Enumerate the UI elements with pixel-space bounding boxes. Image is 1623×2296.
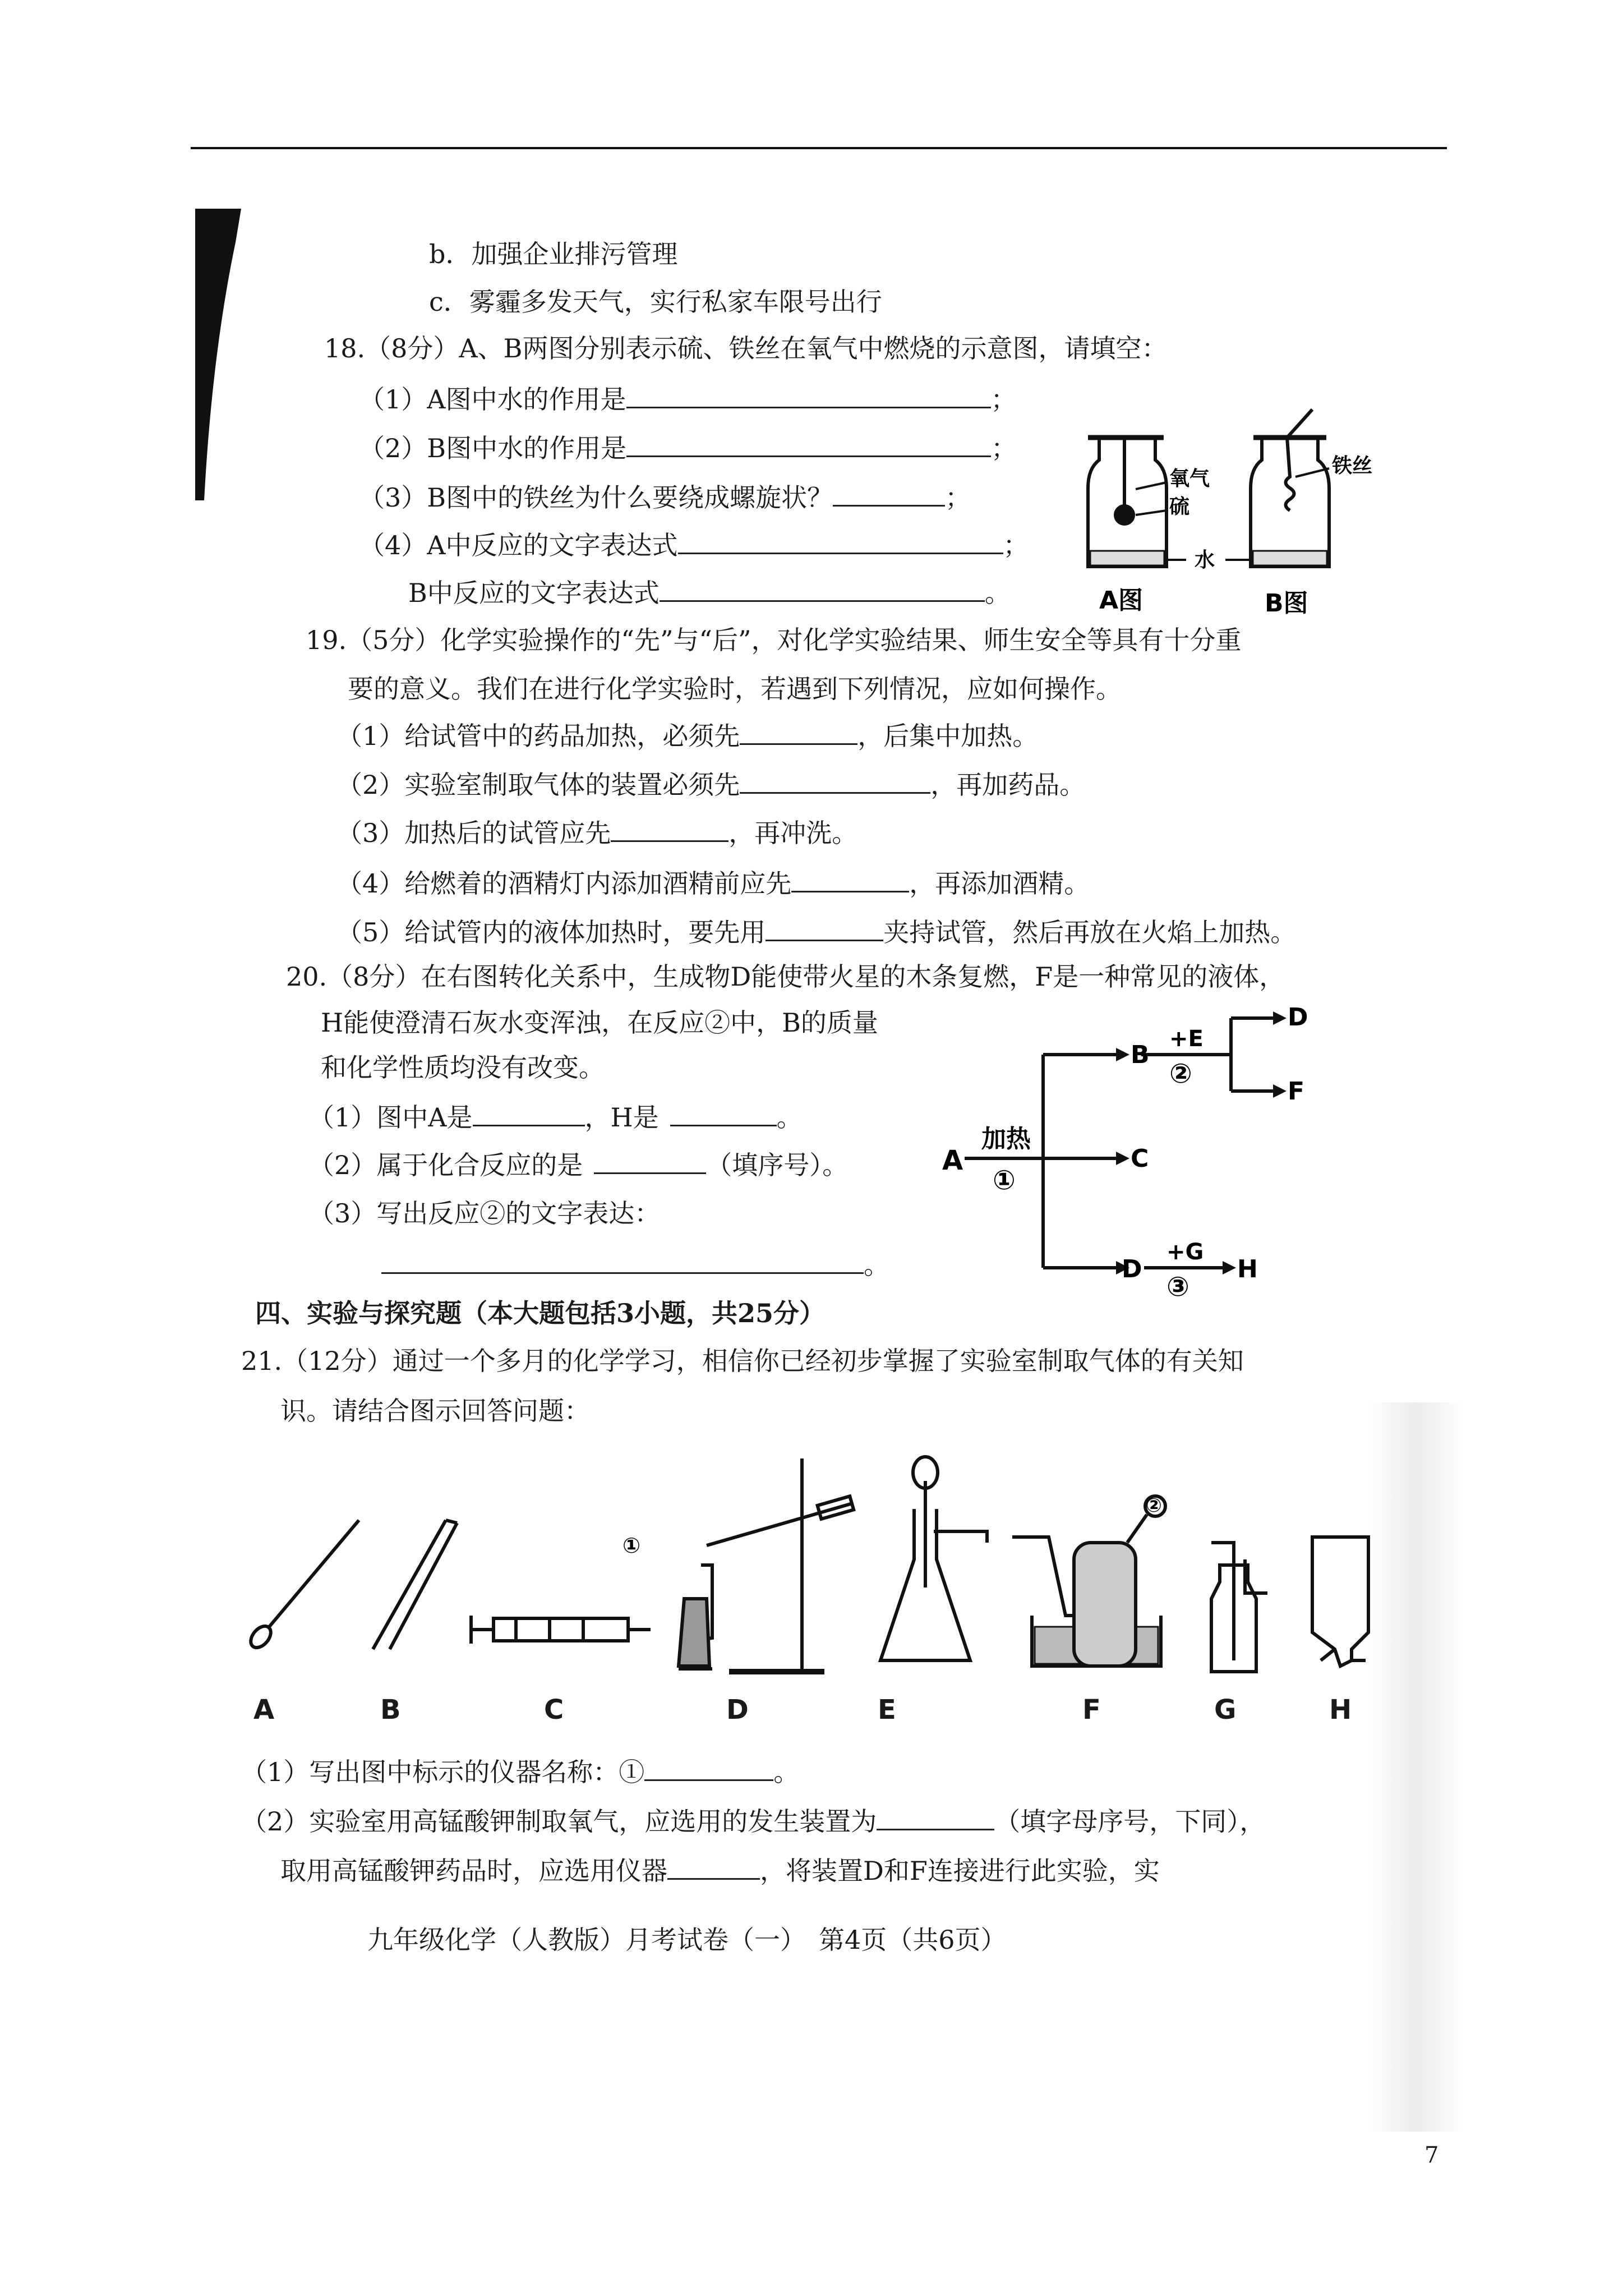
conical-flask: [880, 1457, 987, 1660]
q19-part1a: （1）给试管中的药品加热，必须先: [336, 721, 740, 751]
label-a: A: [253, 1694, 275, 1726]
semicolon: ；: [990, 384, 1017, 415]
q20-blank-a[interactable]: [473, 1102, 585, 1126]
spatula: [247, 1520, 359, 1651]
label-d: D: [726, 1694, 749, 1726]
label-iron-wire: 铁丝: [1332, 454, 1373, 477]
q19-part5b: 夹持试管，然后再放在火焰上加热。: [883, 917, 1297, 947]
q19-part1b: ，后集中加热。: [857, 721, 1039, 751]
label-water: 水: [1195, 549, 1215, 572]
q21-stem-2: 识。请结合图示回答问题：: [280, 1396, 590, 1426]
q21-part1b: 。: [773, 1757, 800, 1787]
q18-blank2[interactable]: [626, 433, 991, 457]
period: 。: [984, 578, 1011, 608]
label-sulfur: 硫: [1169, 495, 1190, 518]
q19-stem-2: 要的意义。我们在进行化学实验时，若遇到下列情况，应如何操作。: [348, 674, 1122, 704]
q21-blank2[interactable]: [877, 1806, 994, 1830]
q18-part4a: （4）A中反应的文字表达式: [359, 530, 678, 560]
node-d-lower: D: [1122, 1255, 1142, 1283]
q21-stem-1: 21.（12分）通过一个多月的化学学习，相信你已经初步掌握了实验室制取气体的有关知: [241, 1346, 1244, 1376]
semicolon: ；: [945, 482, 971, 513]
label-oxygen: 氧气: [1169, 467, 1210, 490]
q18-blank3[interactable]: [833, 482, 945, 507]
page-number: 7: [1424, 2142, 1439, 2168]
node-b: B: [1131, 1041, 1150, 1069]
q20-part1b: ，H是: [584, 1102, 659, 1133]
gas-bottle: [1211, 1543, 1267, 1672]
apparatus-figure: [236, 1447, 1413, 1717]
q20-stem-3: 和化学性质均没有改变。: [321, 1052, 605, 1083]
heating-apparatus: [679, 1458, 854, 1672]
tweezers: [373, 1520, 457, 1649]
q18-stem: 18.（8分）A、B两图分别表示硫、铁丝在氧气中燃烧的示意图，请填空：: [324, 333, 1168, 364]
q18-part4b: B中反应的文字表达式: [408, 578, 660, 608]
q21-part2c: 取用高锰酸钾药品时，应选用仪器: [280, 1856, 667, 1886]
q19-part3b: ，再冲洗。: [728, 818, 858, 848]
node-d: D: [1288, 1003, 1308, 1032]
section-4-heading: 四、实验与探究题（本大题包括3小题，共25分）: [255, 1298, 826, 1328]
conversion-diagram: [942, 1003, 1340, 1303]
mark-2: ②: [1146, 1494, 1162, 1517]
q21-part1a: （1）写出图中标示的仪器名称：①: [241, 1757, 645, 1787]
q20-stem-2: H能使澄清石灰水变浑浊，在反应②中，B的质量: [321, 1007, 878, 1038]
caption-b: B图: [1265, 589, 1308, 618]
binding-edge-shadow: [195, 209, 241, 500]
q18-part2: （2）B图中水的作用是: [359, 433, 627, 463]
q19-stem-1: 19.（5分）化学实验操作的“先”与“后”，对化学实验结果、师生安全等具有十分重: [306, 625, 1242, 655]
q21-part2d: ，将装置D和F连接进行此实验，实: [760, 1856, 1160, 1886]
q20-part2b: （填序号）。: [706, 1150, 849, 1180]
q19-blank4[interactable]: [791, 868, 909, 892]
label-reaction-1: ①: [993, 1165, 1016, 1196]
header-rule: [191, 147, 1447, 149]
q19-part4b: ，再添加酒精。: [909, 868, 1090, 899]
label-h: H: [1329, 1694, 1352, 1726]
q18-part3: （3）B图中的铁丝为什么要绕成螺旋状？: [359, 482, 833, 513]
label-reaction-3: ③: [1166, 1271, 1189, 1303]
q19-blank2[interactable]: [740, 770, 930, 794]
q18-blank4b[interactable]: [660, 578, 985, 602]
q20-stem-1: 20.（8分）在右图转化关系中，生成物D能使带火星的木条复燃，F是一种常见的液体，: [286, 961, 1285, 992]
node-h: H: [1237, 1255, 1258, 1283]
label-c: C: [544, 1694, 564, 1726]
bottle-a: [1088, 438, 1166, 567]
label-plus-e: +E: [1169, 1026, 1204, 1052]
caption-a: A图: [1099, 586, 1144, 615]
syringe: [471, 1616, 651, 1644]
node-c: C: [1131, 1144, 1149, 1173]
label-g: G: [1214, 1694, 1237, 1726]
q21-blank3[interactable]: [667, 1856, 760, 1880]
water-trough: [1012, 1496, 1165, 1666]
q19-part2b: ，再加药品。: [930, 770, 1086, 800]
label-reaction-2: ②: [1169, 1058, 1192, 1089]
q20-part1a: （1）图中A是: [308, 1102, 473, 1133]
q20-blank-equation[interactable]: [381, 1250, 864, 1274]
q19-part3a: （3）加热后的试管应先: [336, 818, 611, 848]
mark-1: ①: [623, 1533, 641, 1558]
label-heat: 加热: [981, 1125, 1031, 1153]
node-f: F: [1288, 1077, 1305, 1106]
bottle-b: [1251, 409, 1329, 567]
q21-blank1[interactable]: [644, 1757, 773, 1781]
semicolon: ；: [991, 433, 1017, 463]
q20-part3: （3）写出反应②的文字表达：: [308, 1198, 661, 1228]
q19-blank5[interactable]: [766, 917, 883, 941]
label-b: B: [380, 1694, 401, 1726]
q18-blank1[interactable]: [626, 384, 991, 408]
semicolon: ；: [1003, 530, 1029, 560]
combustion-figure: [1066, 426, 1380, 628]
q20-part2a: （2）属于化合反应的是: [308, 1150, 583, 1180]
q19-blank3[interactable]: [611, 818, 728, 842]
q18-blank4a[interactable]: [678, 530, 1003, 554]
q19-part2a: （2）实验室制取气体的装置必须先: [336, 770, 740, 800]
label-e: E: [878, 1694, 896, 1726]
label-plus-g: +G: [1166, 1239, 1204, 1265]
q19-part5a: （5）给试管内的液体加热时，要先用: [336, 917, 766, 947]
node-a: A: [942, 1145, 963, 1176]
q17-option-b: b．加强企业排污管理: [429, 239, 678, 269]
exam-footer: 九年级化学（人教版）月考试卷（一） 第4页（共6页）: [367, 1925, 1007, 1955]
q20-blank-combination[interactable]: [594, 1150, 706, 1174]
q19-part4a: （4）给燃着的酒精灯内添加酒精前应先: [336, 868, 792, 899]
q19-blank1[interactable]: [740, 721, 857, 745]
label-f: F: [1082, 1694, 1101, 1726]
q21-part2b: （填字母序号，下同），: [994, 1806, 1266, 1837]
q17-option-c: c．雾霾多发天气，实行私家车限号出行: [429, 287, 882, 317]
collection-bottle: [1312, 1537, 1368, 1666]
q20-part1c: 。: [776, 1102, 803, 1133]
q18-part1: （1）A图中水的作用是: [359, 384, 626, 415]
q21-part2a: （2）实验室用高锰酸钾制取氧气，应选用的发生装置为: [241, 1806, 877, 1837]
q20-end: 。: [864, 1250, 889, 1280]
q20-blank-h[interactable]: [670, 1102, 777, 1126]
